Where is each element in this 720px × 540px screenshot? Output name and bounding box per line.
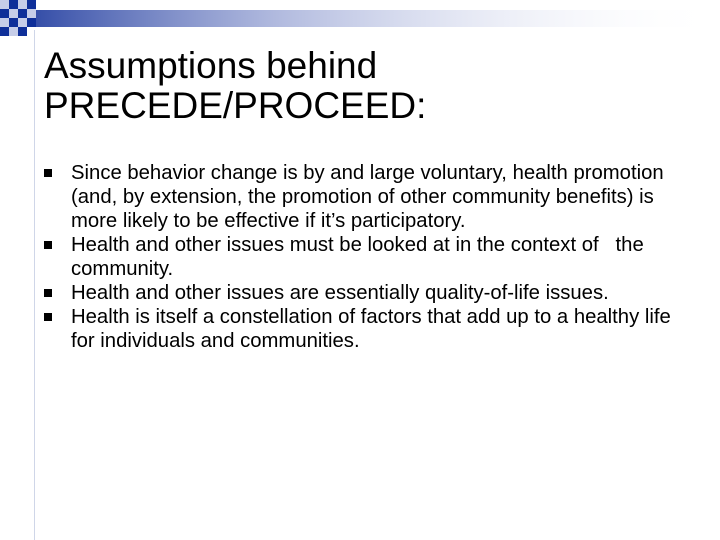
slide-title — [44, 46, 684, 126]
bullet-text: Since behavior change is by and large voluntary, health promotion (and, by extension, the promotion of other community benefits) is more likely to be effective if it’s participatory. — [71, 162, 670, 232]
decoration-squares — [0, 0, 36, 36]
square-bullet-icon — [44, 169, 52, 177]
bullet-text: Health and other issues are essentially quality-of-life issues. — [71, 282, 609, 304]
bullet-list — [44, 161, 684, 353]
slide-decoration — [0, 0, 720, 40]
bullet-text: Health and other issues must be looked at in the context of the community. — [71, 234, 650, 280]
title-line-1: Assumptions behind — [44, 45, 378, 86]
title-line-2: PRECEDE/PROCEED: — [44, 85, 427, 126]
header-band — [34, 10, 720, 27]
square-bullet-icon — [44, 241, 52, 249]
square-bullet-icon — [44, 313, 52, 321]
bullet-item — [44, 281, 684, 305]
vertical-divider — [34, 30, 35, 540]
bullet-item — [44, 161, 684, 233]
bullet-text: Health is itself a constellation of factors that add up to a healthy life for individuals and communities. — [71, 306, 677, 352]
bullet-item — [44, 233, 684, 281]
square-bullet-icon — [44, 289, 52, 297]
bullet-item — [44, 305, 684, 353]
